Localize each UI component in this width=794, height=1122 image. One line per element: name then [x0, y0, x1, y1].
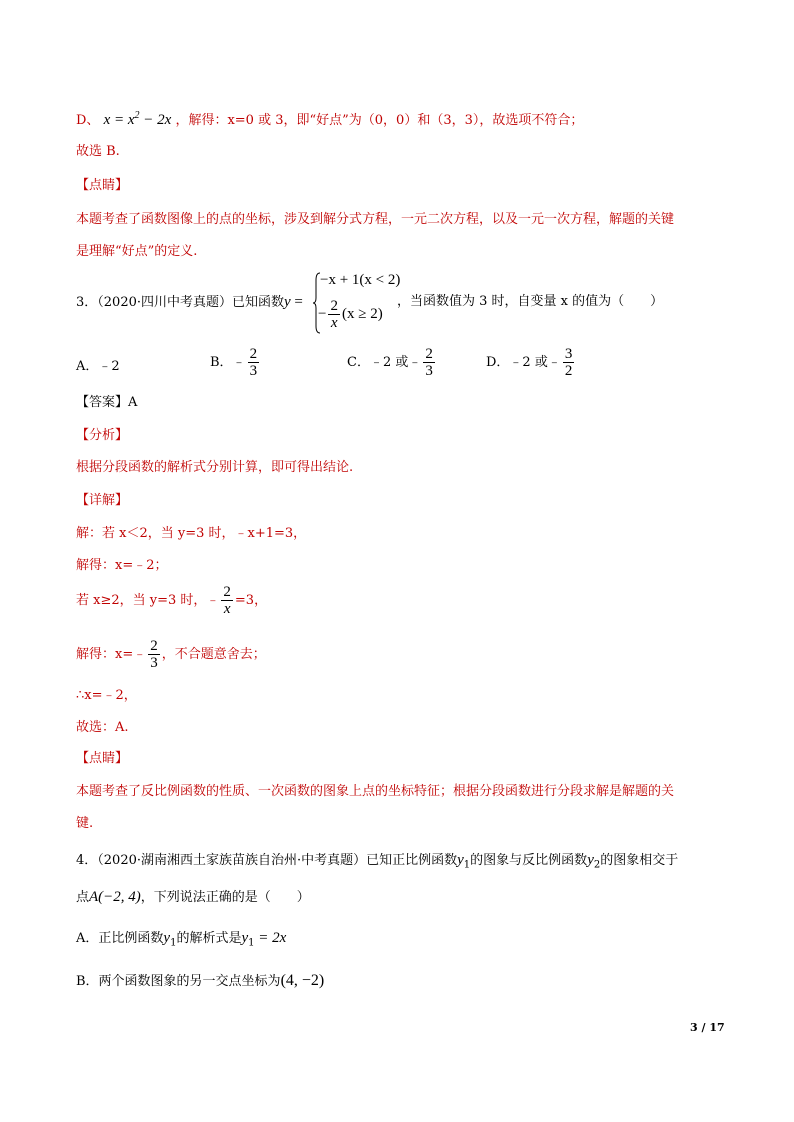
- q3-option-c: C．﹣2 或﹣ $\frac{2}{3}$: [347, 346, 433, 379]
- q4-option-a: A．正比例函数$y_1$的解析式是$y_1 = 2x$: [76, 930, 287, 949]
- fenxi-heading: 【分析】: [76, 428, 129, 443]
- dianjing-heading-2: 【点睛】: [76, 751, 129, 766]
- option-d-text: ，解得：x=0 或 3，即“好点”为（0，0）和（3，3），故选项不符合；: [175, 113, 584, 128]
- dianjing-text-2a: 本题考查了反比例函数的性质、一次函数的图象上点的坐标特征；根据分段函数进行分段求解是解题的关: [76, 784, 675, 799]
- xiangjie-heading: 【详解】: [76, 493, 129, 508]
- answer: 【答案】A: [76, 395, 138, 410]
- page-number: 3 / 17: [690, 1021, 725, 1034]
- q4-line-2: 点A(−2, 4)，下列说法正确的是（ ）: [76, 889, 310, 905]
- q3-option-d: D．﹣2 或﹣ $\frac{3}{2}$: [486, 346, 573, 379]
- dianjing-text-1a: 本题考查了函数图像上的点的坐标，涉及到解分式方程，一元二次方程，以及一元一次方程，解题的关键: [76, 212, 675, 227]
- solution-line-5: ∴x=﹣2，: [76, 688, 137, 703]
- dianjing-text-2b: 键.: [76, 816, 94, 831]
- solution-line-6: 故选：A.: [76, 720, 129, 735]
- q4-line-1: 4．（2020·湖南湘西土家族苗族自治州·中考真题）已知正比例函数$y_1$的图象与反比例函数$y_2$的图象相交于: [76, 852, 679, 871]
- q3-option-b: B．﹣ $\frac{2}{3}$: [210, 346, 258, 379]
- dianjing-heading-1: 【点睛】: [76, 178, 129, 193]
- q4-option-b: B．两个函数图象的另一交点坐标为(4, −2): [76, 972, 325, 989]
- q3-option-a: A．﹣2: [76, 359, 120, 374]
- solution-line-2: 解得：x=﹣2；: [76, 558, 168, 573]
- q3-stem-suffix: ，当函数值为 3 时，自变量 x 的值为（ ）: [397, 294, 664, 309]
- fenxi-text: 根据分段函数的解析式分别计算，即可得出结论.: [76, 460, 354, 475]
- solution-line-3: 若 x≥2，当 y=3 时，﹣ $\frac{2}{x}$ =3，: [76, 584, 268, 617]
- q3-case-2: − $\frac{2}{x}$ (x ≥ 2): [318, 298, 383, 331]
- option-d-equation: $x = x^2 - 2x$: [103, 110, 172, 128]
- q3-case-1: −x + 1(x < 2): [320, 272, 401, 288]
- choose-b: 故选 B.: [76, 144, 120, 159]
- solution-line-4: 解得：x=﹣ $\frac{2}{3}$ ，不合题意舍去；: [76, 638, 266, 671]
- option-d-label: D、: [76, 113, 100, 128]
- dianjing-text-1b: 是理解“好点”的定义.: [76, 244, 198, 259]
- q3-stem-prefix: 3．（2020·四川中考真题）已知函数y =: [76, 294, 303, 310]
- solution-line-1: 解：若 x＜2，当 y=3 时，﹣x+1=3，: [76, 526, 307, 541]
- option-d-line: [76, 107, 583, 130]
